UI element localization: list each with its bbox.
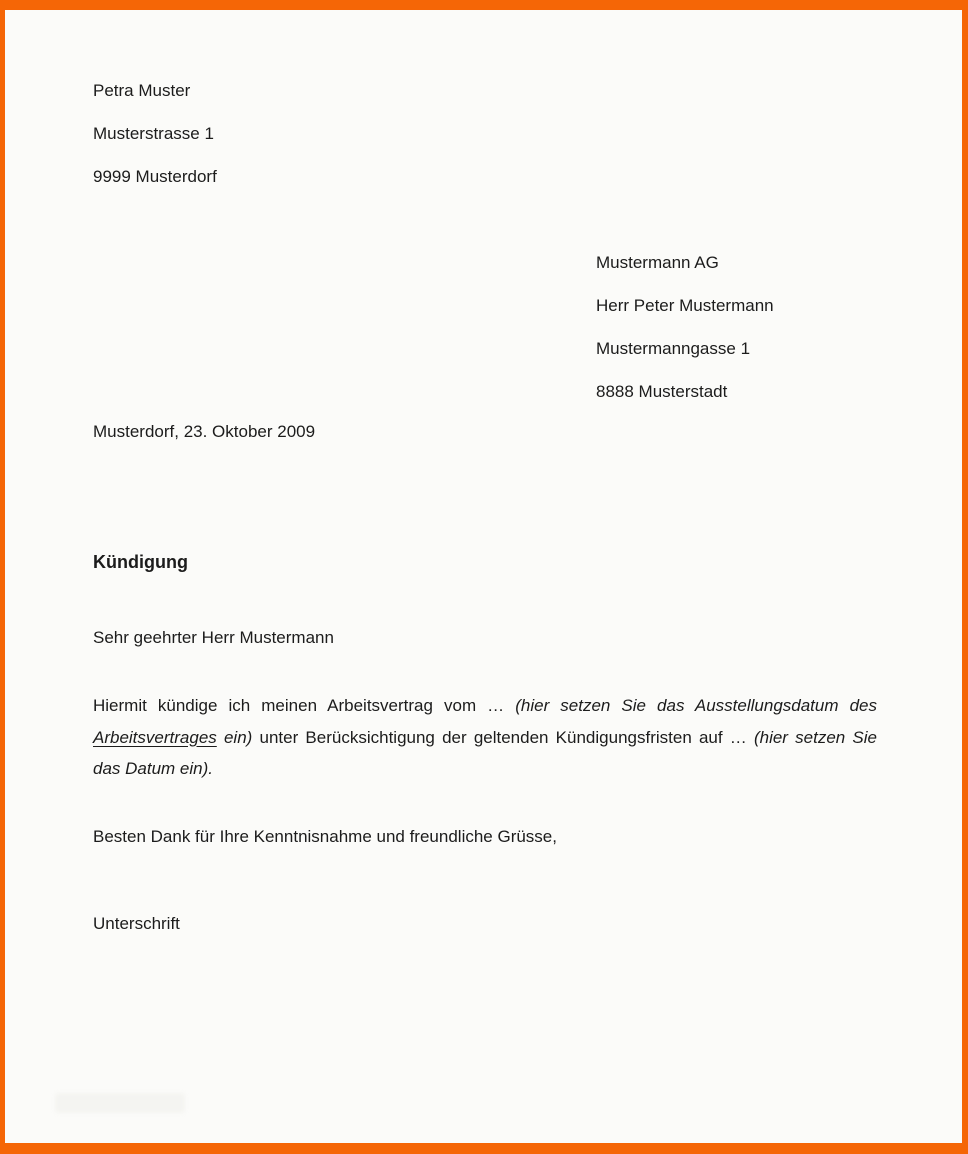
- recipient-company: Mustermann AG: [596, 252, 719, 272]
- recipient-name: Herr Peter Mustermann: [596, 295, 774, 315]
- body-segment-placeholder: ein): [216, 727, 253, 747]
- body-segment-placeholder: (hier setzen Sie das Ausstellungsdatum des: [515, 696, 877, 715]
- body-segment-placeholder: (hier setzen Sie das Datum ein).: [93, 727, 877, 778]
- subject-line: Kündigung: [93, 552, 188, 572]
- salutation: Sehr geehrter Herr Mustermann: [93, 628, 334, 647]
- faint-watermark: [55, 1093, 185, 1113]
- sender-address: [93, 58, 217, 209]
- sender-name: Petra Muster: [93, 80, 191, 100]
- date-line: Musterdorf, 23. Oktober 2009: [93, 422, 316, 441]
- body-paragraph: [93, 690, 877, 785]
- closing-line: Besten Dank für Ihre Kenntnisnahme und freundliche Grüsse,: [93, 827, 557, 846]
- recipient-address: [596, 230, 774, 424]
- body-segment-underlined: Arbeitsvertrages: [93, 727, 217, 747]
- body-segment: unter Berücksichtigung der geltenden Kündigungsfristen auf …: [252, 727, 754, 747]
- sender-street: Musterstrasse 1: [93, 123, 214, 143]
- recipient-street: Mustermanngasse 1: [596, 338, 751, 358]
- sender-city: 9999 Musterdorf: [93, 166, 217, 186]
- recipient-city: 8888 Musterstadt: [596, 381, 728, 401]
- signature-label: Unterschrift: [93, 914, 180, 933]
- body-segment: Hiermit kündige ich meinen Arbeitsvertrag vom …: [93, 696, 516, 715]
